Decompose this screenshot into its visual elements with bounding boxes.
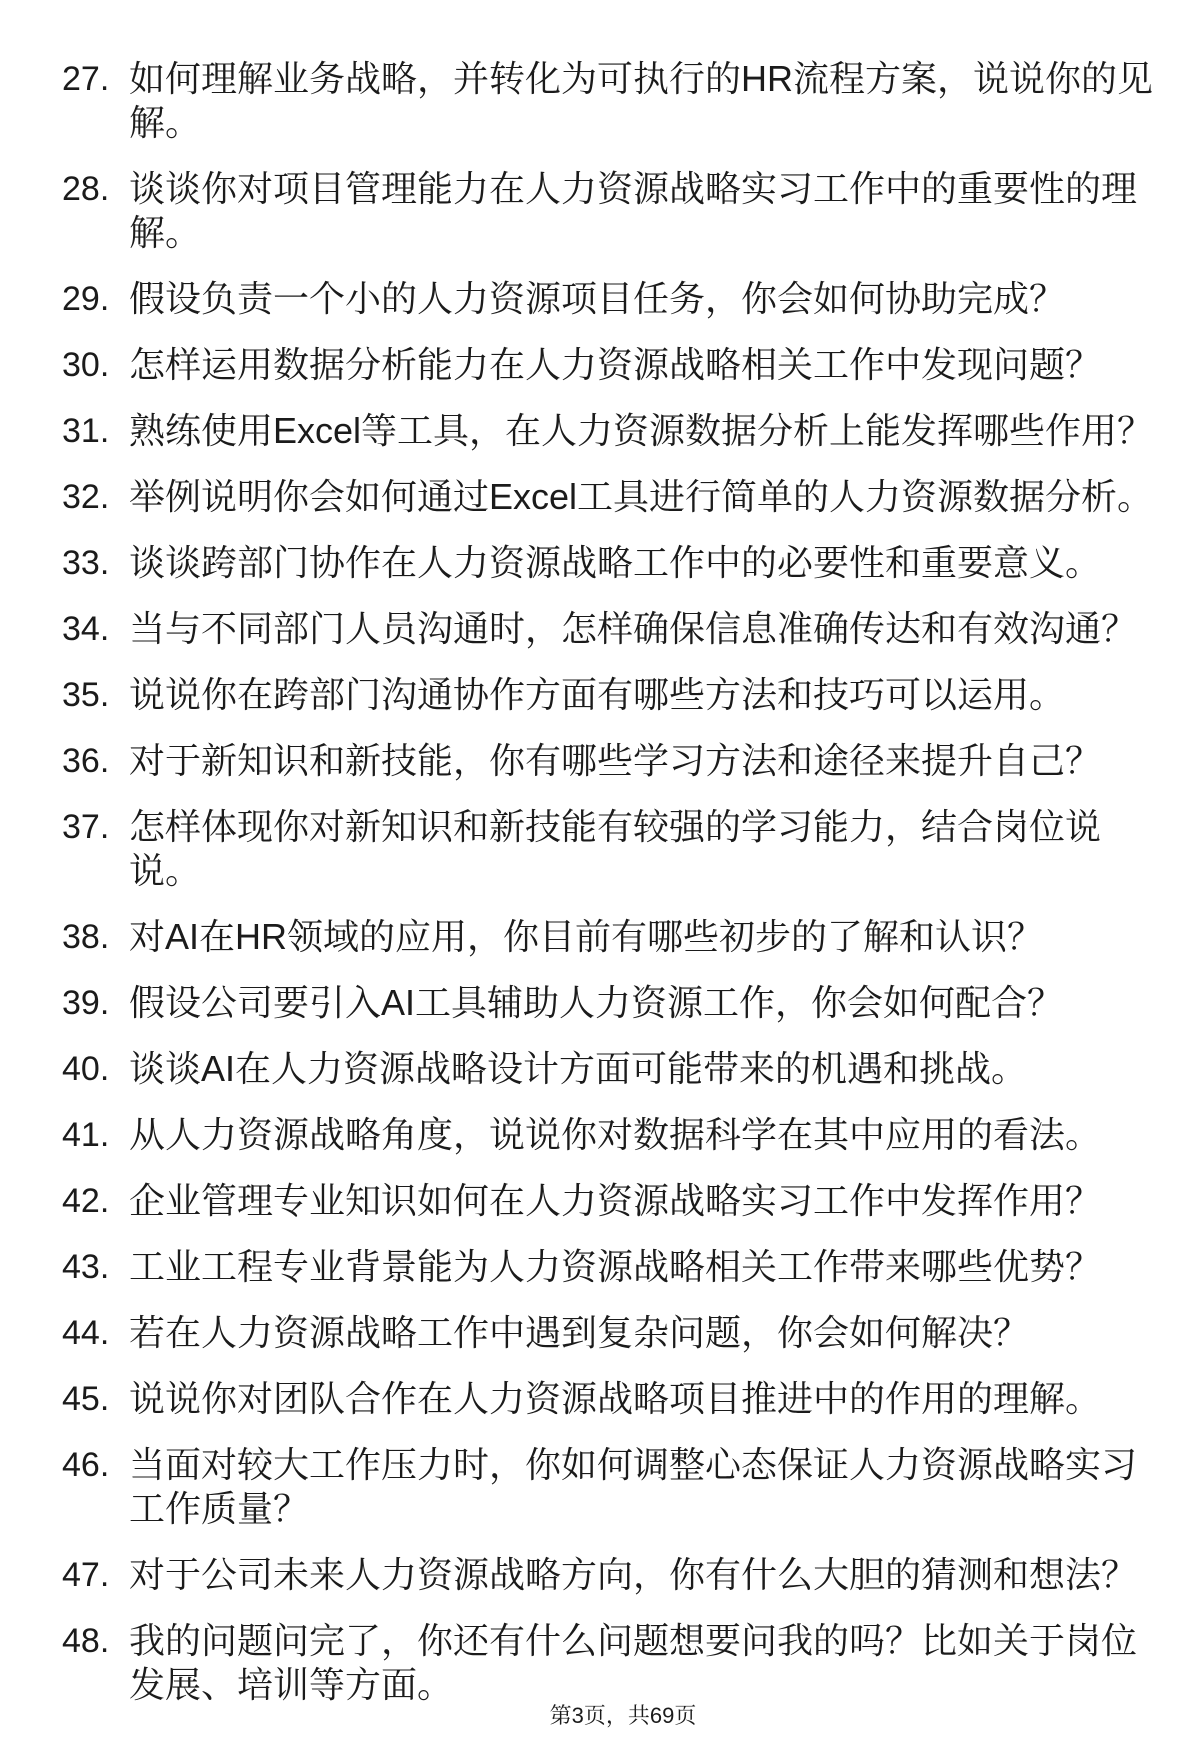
question-text [129, 805, 1179, 893]
question-text-line: 我的问题问完了，你还有什么问题想要问我的吗？比如关于岗位 [129, 1620, 1138, 1661]
question-item [0, 1377, 1190, 1421]
question-item [0, 277, 1190, 321]
question-text [129, 1047, 1179, 1091]
question-item [0, 1113, 1190, 1157]
question-text [129, 607, 1179, 651]
question-text [129, 167, 1179, 255]
question-number: 28. [62, 170, 110, 208]
question-number: 48. [62, 1622, 110, 1660]
question-text-line: 谈谈你对项目管理能力在人力资源战略实习工作中的重要性的理 [129, 168, 1138, 209]
question-item [0, 739, 1190, 783]
question-number: 27. [62, 60, 110, 98]
question-item [0, 1179, 1190, 1223]
question-text-line: 从人力资源战略角度，说说你对数据科学在其中应用的看法。 [129, 1114, 1102, 1155]
question-item [0, 475, 1190, 519]
question-text [129, 739, 1179, 783]
question-text-line: 谈谈跨部门协作在人力资源战略工作中的必要性和重要意义。 [129, 542, 1102, 583]
question-item [0, 805, 1190, 893]
question-item [0, 1047, 1190, 1091]
question-text [129, 1443, 1179, 1531]
question-text [129, 57, 1179, 145]
question-text [129, 1619, 1179, 1707]
question-item [0, 1619, 1190, 1707]
question-number: 30. [62, 346, 110, 384]
question-text [129, 1179, 1179, 1223]
question-item [0, 1443, 1190, 1531]
question-item [0, 607, 1190, 651]
question-number: 35. [62, 676, 110, 714]
question-text [129, 1113, 1179, 1157]
question-text-line: 如何理解业务战略，并转化为可执行的HR流程方案，说说你的见 [129, 58, 1153, 99]
question-text [129, 541, 1179, 585]
question-text-line: 说说你对团队合作在人力资源战略项目推进中的作用的理解。 [129, 1378, 1102, 1419]
question-item [0, 915, 1190, 959]
question-text-line: 假设公司要引入AI工具辅助人力资源工作，你会如何配合？ [129, 982, 1064, 1023]
question-item [0, 673, 1190, 717]
page-number-footer: 第3页，共69页 [549, 1703, 697, 1728]
question-number: 43. [62, 1248, 110, 1286]
question-number: 44. [62, 1314, 110, 1352]
question-item [0, 343, 1190, 387]
question-number: 31. [62, 412, 110, 450]
question-number: 46. [62, 1446, 110, 1484]
question-number: 36. [62, 742, 110, 780]
question-text [129, 409, 1179, 453]
question-text [129, 343, 1179, 387]
question-text [129, 1377, 1179, 1421]
question-text [129, 981, 1179, 1025]
question-text [129, 1245, 1179, 1289]
question-text-line: 企业管理专业知识如何在人力资源战略实习工作中发挥作用？ [129, 1180, 1102, 1221]
question-text-line: 假设负责一个小的人力资源项目任务，你会如何协助完成？ [129, 278, 1066, 319]
question-text-line: 若在人力资源战略工作中遇到复杂问题，你会如何解决？ [129, 1312, 1030, 1353]
question-number: 39. [62, 984, 110, 1022]
question-text [129, 915, 1179, 959]
question-text-line: 熟练使用Excel等工具，在人力资源数据分析上能发挥哪些作用？ [129, 410, 1154, 451]
question-text [129, 475, 1179, 519]
question-number: 38. [62, 918, 110, 956]
question-text-line: 谈谈AI在人力资源战略设计方面可能带来的机遇和挑战。 [129, 1048, 1028, 1089]
question-item [0, 1311, 1190, 1355]
question-number: 37. [62, 808, 110, 846]
question-item [0, 1245, 1190, 1289]
question-item [0, 981, 1190, 1025]
question-text-line: 当与不同部门人员沟通时，怎样确保信息准确传达和有效沟通？ [129, 608, 1138, 649]
question-text-line: 当面对较大工作压力时，你如何调整心态保证人力资源战略实习 [129, 1444, 1138, 1485]
question-item [0, 167, 1190, 255]
question-item [0, 1553, 1190, 1597]
question-number: 41. [62, 1116, 110, 1154]
question-text-line: 对于公司未来人力资源战略方向，你有什么大胆的猜测和想法？ [129, 1554, 1138, 1595]
question-number: 33. [62, 544, 110, 582]
question-number: 40. [62, 1050, 110, 1088]
question-text-line: 工业工程专业背景能为人力资源战略相关工作带来哪些优势？ [129, 1246, 1102, 1287]
question-text-line: 怎样体现你对新知识和新技能有较强的学习能力，结合岗位说 [129, 806, 1102, 847]
question-text-line: 对AI在HR领域的应用，你目前有哪些初步的了解和认识？ [129, 916, 1044, 957]
question-text-line: 说。 [129, 850, 202, 891]
question-number: 32. [62, 478, 110, 516]
question-list [0, 57, 1190, 1729]
question-text-line: 对于新知识和新技能，你有哪些学习方法和途径来提升自己？ [129, 740, 1102, 781]
question-text [129, 1553, 1179, 1597]
question-text-line: 工作质量？ [129, 1488, 310, 1529]
question-text-line: 举例说明你会如何通过Excel工具进行简单的人力资源数据分析。 [129, 476, 1154, 517]
question-item [0, 409, 1190, 453]
question-text-line: 说说你在跨部门沟通协作方面有哪些方法和技巧可以运用。 [129, 674, 1066, 715]
question-text-line: 发展、培训等方面。 [129, 1664, 454, 1705]
question-item [0, 541, 1190, 585]
question-text-line: 怎样运用数据分析能力在人力资源战略相关工作中发现问题？ [129, 344, 1102, 385]
question-number: 47. [62, 1556, 110, 1594]
question-number: 34. [62, 610, 110, 648]
question-number: 42. [62, 1182, 110, 1220]
question-text-line: 解。 [129, 102, 202, 143]
question-text [129, 277, 1179, 321]
question-number: 29. [62, 280, 110, 318]
question-text-line: 解。 [129, 212, 202, 253]
question-text [129, 1311, 1179, 1355]
question-number: 45. [62, 1380, 110, 1418]
question-text [129, 673, 1179, 717]
question-item [0, 57, 1190, 145]
